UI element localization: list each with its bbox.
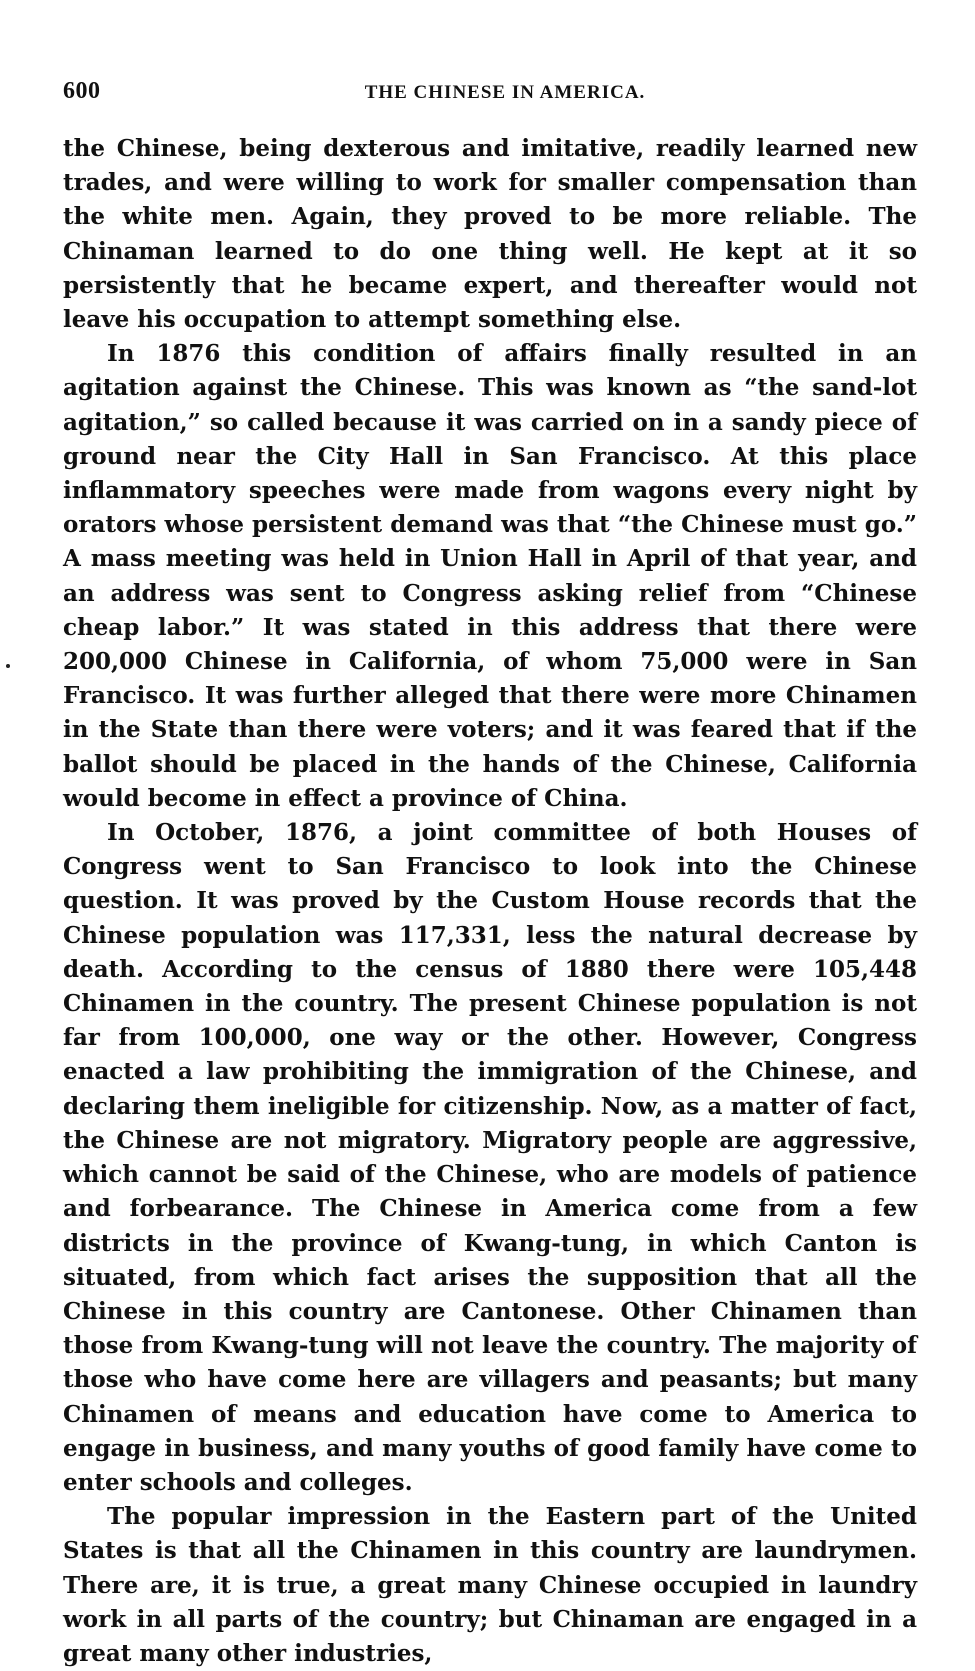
paragraph-popular-impression: The popular impression in the Eastern part of the United States is that all the Chinamen in this country are laundrymen. There are, it is true, a great many Chinese occupied in laundry work in all parts of the country; but Chinaman are engaged in a great many other industries, — [63, 1503, 917, 1667]
paragraph-joint-committee: In October, 1876, a joint committee of both Houses of Congress went to San Francisco to look into the Chinese question. It was proved by the Custom House records that the Chinese population was 117,331, less the natural decrease by death. According to the census of 1880 there were 105,448 Chinamen in the country. The present Chinese population is not far from 100,000, one way or the other. However, Congress enacted a law prohibiting the immigration of the Chinese, and declaring them ineligible for citizenship. Now, as a matter of fact, the Chinese are not migratory. Migratory people are aggressive, which cannot be said of the Chinese, who are models of patience and forbearance. The Chinese in America come from a few districts in the province of Kwang-tung, in which Canton is situated, from which fact arises the supposition that all the Chinese in this country are Cantonese. Other Chinamen than those from Kwang-tung will not leave the country. The majority of those who have come here are villagers and peasants; but many Chinamen of means and education have come to America to engage in business, and many youths of good family have come to enter schools and colleges. — [63, 819, 917, 1496]
page-number: 600 — [63, 78, 101, 104]
paragraph-sand-lot-agitation: In 1876 this condition of affairs finally resulted in an agitation against the Chinese. This was known as “the sand-lot agitation,” so called because it was carried on in a sandy piece of ground near the City Hall in San Francisco. At this place inflammatory speeches were made from wagons every night by orators whose persistent demand was that “the Chinese must go.” A mass meeting was held in Union Hall in April of that year, and an address was sent to Congress asking relief from “Chinese cheap labor.” It was stated in this address that there were 200,000 Chinese in California, of whom 75,000 were in San Francisco. It was further alleged that there were more Chinamen in the State than there were voters; and it was feared that if the ballot should be placed in the hands of the Chinese, California would become in effect a province of China. — [63, 340, 917, 812]
running-head — [63, 78, 917, 118]
running-title: THE CHINESE IN AMERICA. — [364, 82, 646, 103]
body-text — [63, 132, 917, 1671]
margin-mark — [6, 664, 10, 668]
paragraph-continued: the Chinese, being dexterous and imitative, readily learned new trades, and were willing to work for smaller compensation than the white men. Again, they proved to be more reliable. The Chinaman learned to do one thing well. He kept at it so persistently that he became expert, and thereafter would not leave his occupation to attempt something else. — [63, 135, 917, 334]
